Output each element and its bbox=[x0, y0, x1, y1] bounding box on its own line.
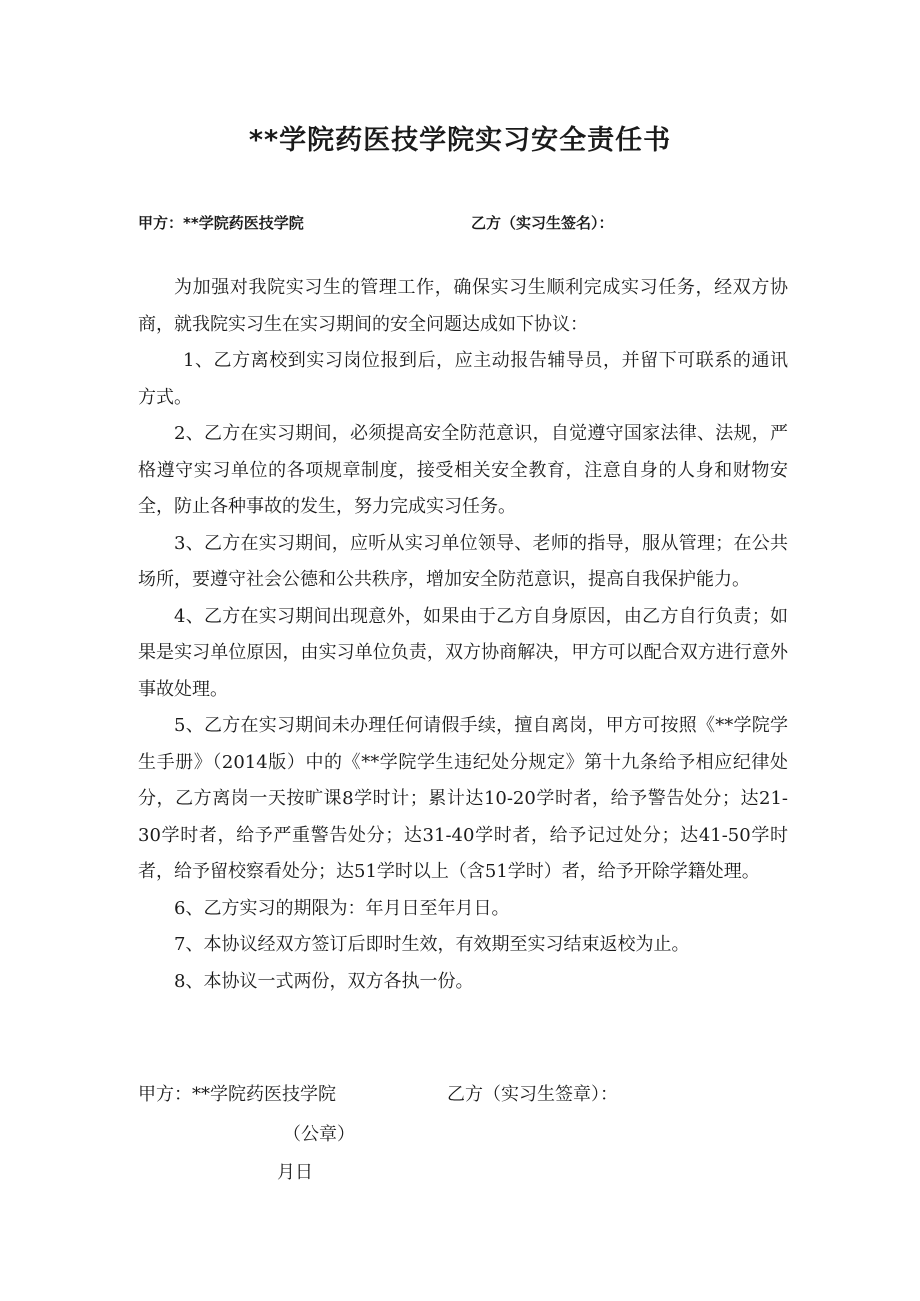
document-title: **学院药医技学院实习安全责任书 bbox=[248, 125, 672, 156]
header-party-a: 甲方：**学院药医技学院 bbox=[138, 214, 304, 232]
intro-paragraph: 为加强对我院实习生的管理工作，确保实习生顺利完成实习任务，经双方协商，就我院实习生在实习期间的安全问题达成如下协议： bbox=[138, 277, 788, 335]
clause-1: 1、乙方离校到实习岗位报到后，应主动报告辅导员，并留下可联系的通讯方式。 bbox=[138, 350, 788, 408]
signature-party-b: 乙方（实习生签章）： bbox=[447, 1084, 618, 1105]
clause-3: 3、乙方在实习期间，应听从实习单位领导、老师的指导，服从管理；在公共场所，要遵守社会公德和公共秩序，增加安全防范意识，提高自我保护能力。 bbox=[138, 532, 788, 590]
clause-2: 2、乙方在实习期间，必须提高安全防范意识，自觉遵守国家法律、法规，严格遵守实习单位的各项规章制度，接受相关安全教育，注意自身的人身和财物安全，防止各种事故的发生，努力完成实习任务。 bbox=[138, 423, 788, 517]
signature-date: 月日 bbox=[277, 1162, 313, 1183]
header-party-b: 乙方（实习生签名）： bbox=[471, 214, 614, 232]
clause-4: 4、乙方在实习期间出现意外，如果由于乙方自身原因，由乙方自行负责；如果是实习单位原因，由实习单位负责，双方协商解决，甲方可以配合双方进行意外事故处理。 bbox=[138, 605, 788, 700]
agreement-body bbox=[138, 270, 788, 1000]
clause-8: 8、本协议一式两份，双方各执一份。 bbox=[174, 970, 474, 992]
clause-5: 5、乙方在实习期间未办理任何请假手续，擅自离岗，甲方可按照《**学院学生手册》（2014版）中的《**学院学生违纪处分规定》第十九条给予相应纪律处分，乙方离岗一天按旷课8学时计；累计达10-20学时者，给予警告处分；达21-30学时者，给予严重警告处分；达31-40学时者，给予记过处分；达41-50学时者，给予留校察看处分；达51学时以上（含51学时）者，给予开除学籍处理。 bbox=[138, 715, 788, 882]
clause-6: 6、乙方实习的期限为：年月日至年月日。 bbox=[174, 897, 510, 919]
clause-7: 7、本协议经双方签订后即时生效，有效期至实习结束返校为止。 bbox=[174, 934, 690, 955]
signature-party-a: 甲方：**学院药医技学院 bbox=[138, 1084, 336, 1105]
official-seal-label: （公章） bbox=[283, 1124, 355, 1145]
